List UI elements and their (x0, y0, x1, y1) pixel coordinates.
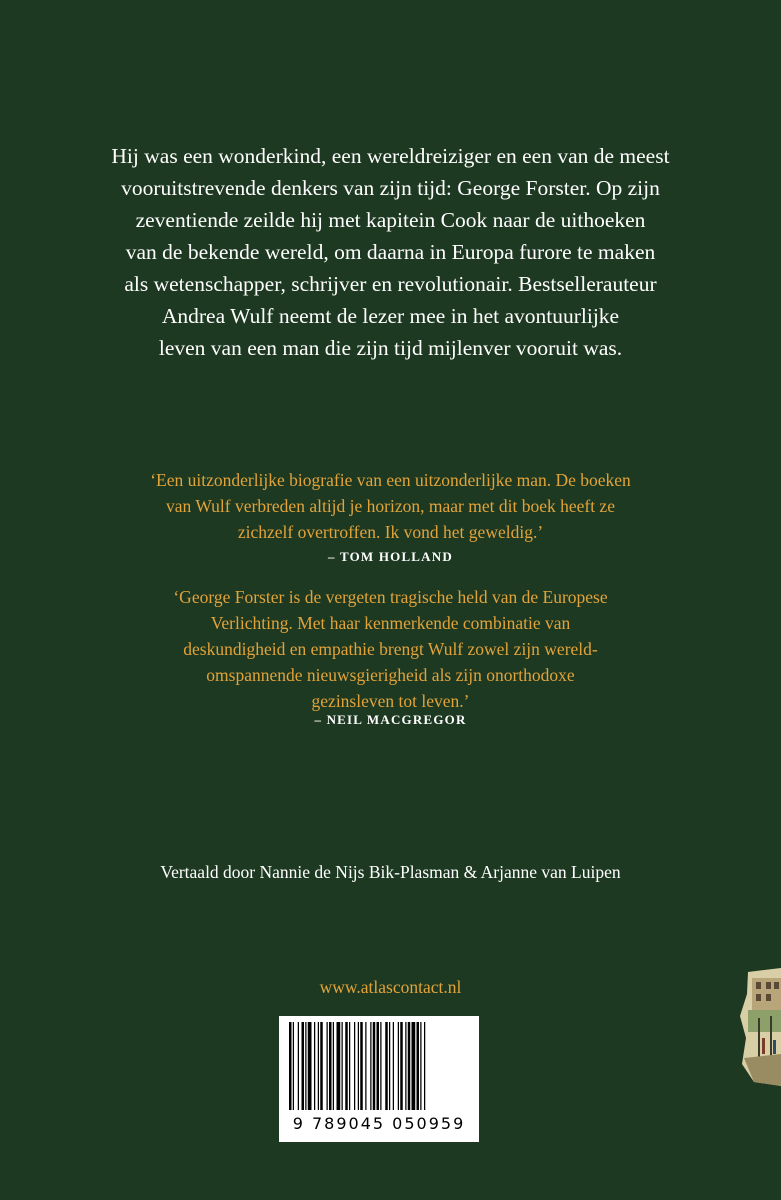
blurb-text (60, 140, 721, 364)
blurb-line: Andrea Wulf neemt de lezer mee in het avontuurlijke (161, 304, 620, 328)
quote-line: ‘Een uitzonderlijke biografie van een uitzonderlijke man. De boeken (150, 470, 631, 490)
translator-credit: Vertaald door Nannie de Nijs Bik-Plasman & Arjanne van Luipen (160, 862, 621, 882)
quote-line: Verlichting. Met haar kenmerkende combinatie van (210, 613, 571, 633)
street-scene-icon (738, 968, 781, 1086)
review-quote-macgregor (110, 584, 671, 714)
isbn-barcode (279, 1016, 479, 1142)
blurb-line: leven van een man die zijn tijd mijlenver vooruit was. (158, 336, 623, 360)
isbn-number: 9 789045 050959 (292, 1114, 466, 1133)
quote-line: zichzelf overtroffen. Ik vond het geweldig.’ (237, 522, 544, 542)
quote-attribution-holland: – TOM HOLLAND (328, 549, 453, 564)
review-quote-holland (110, 467, 671, 545)
barcode-bars-icon (289, 1022, 469, 1112)
blurb-line: zeventiende zeilde hij met kapitein Cook naar de uithoeken (135, 208, 646, 232)
quote-line: deskundigheid en empathie brengt Wulf zowel zijn wereld- (183, 639, 598, 659)
quote-attribution-macgregor: – NEIL MACGREGOR (314, 712, 467, 727)
cover-illustration-fragment (738, 968, 781, 1086)
quote-line: omspannende nieuwsgierigheid als zijn onorthodoxe (206, 665, 575, 685)
quote-line: van Wulf verbreden altijd je horizon, maar met dit boek heeft ze (166, 496, 615, 516)
quote-line: gezinsleven tot leven.’ (311, 691, 470, 711)
quote-line: ‘George Forster is de vergeten tragische held van de Europese (173, 587, 608, 607)
publisher-website-link[interactable]: www.atlascontact.nl (319, 977, 462, 997)
blurb-line: vooruitstrevende denkers van zijn tijd: George Forster. Op zijn (121, 176, 660, 200)
blurb-line: van de bekende wereld, om daarna in Europa furore te maken (125, 240, 656, 264)
blurb-line: als wetenschapper, schrijver en revolutionair. Bestsellerauteur (124, 272, 657, 296)
blurb-line: Hij was een wonderkind, een wereldreiziger en een van de meest (111, 144, 670, 168)
